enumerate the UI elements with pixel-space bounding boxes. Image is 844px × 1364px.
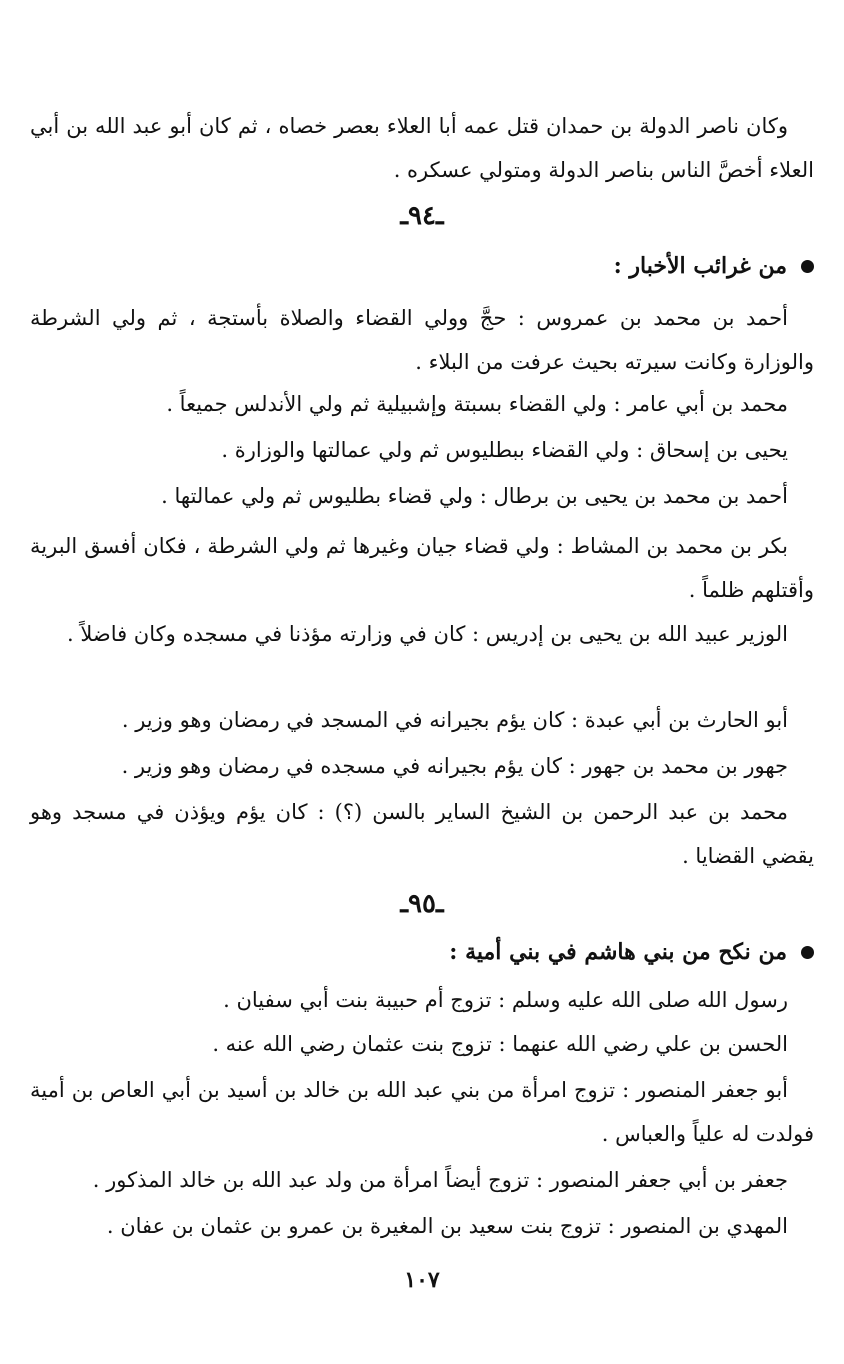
entry-95-1: رسول الله صلى الله عليه وسلم : تزوج أم حبيبة بنت أبي سفيان .: [223, 988, 788, 1012]
entry-95-2: الحسن بن علي رضي الله عنهما : تزوج بنت عثمان رضي الله عنه .: [212, 1032, 788, 1056]
entry-94-9: محمد بن عبد الرحمن بن الشيخ الساير بالسن (؟) : كان يؤم ويؤذن في مسجد وهو يقضي القضايا .: [30, 800, 814, 868]
section-heading-95: [30, 932, 814, 972]
entry-95-3: أبو جعفر المنصور : تزوج امرأة من بني عبد الله بن خالد بن أسيد بن أبي العاص بن أمية فولدت له علياً والعباس .: [30, 1078, 814, 1146]
bullet-icon: [801, 260, 814, 273]
entry-94-8: جهور بن محمد بن جهور : كان يؤم بجيرانه في مسجده في رمضان وهو وزير .: [121, 754, 788, 778]
entry-94-4: أحمد بن محمد بن يحيى بن برطال : ولي قضاء بطليوس ثم ولي عمالتها .: [161, 484, 788, 508]
entry-95-4: جعفر بن أبي جعفر المنصور : تزوج أيضاً امرأة من ولد عبد الله بن خالد المذكور .: [92, 1168, 788, 1192]
bullet-icon: [801, 946, 814, 959]
section-number-95: ـ٩٥ـ: [400, 889, 444, 919]
entry-94-6: الوزير عبيد الله بن يحيى بن إدريس : كان في وزارته مؤذنا في مسجده وكان فاضلاً .: [66, 622, 788, 646]
entry-95-5: المهدي بن المنصور : تزوج بنت سعيد بن المغيرة بن عمرو بن عثمان بن عفان .: [106, 1214, 788, 1238]
intro-paragraph: وكان ناصر الدولة بن حمدان قتل عمه أبا العلاء بعصر خصاه ، ثم كان أبو عبد الله بن أبي العلاء أخصَّ الناس بناصر الدولة ومتولي عسكره .: [30, 114, 814, 182]
section-heading-94: [30, 246, 814, 286]
section-number-94: ـ٩٤ـ: [400, 201, 444, 231]
entry-94-1: أحمد بن محمد بن عمروس : حجَّ وولي القضاء والصلاة بأستجة ، ثم ولي الشرطة والوزارة وكانت سيرته بحيث عرفت من البلاء .: [30, 306, 814, 374]
page-number: ١٠٧: [404, 1267, 440, 1293]
section-heading-95-text: من نكح من بني هاشم في بني أمية :: [449, 939, 787, 965]
entry-94-7: أبو الحارث بن أبي عبدة : كان يؤم بجيرانه في المسجد في رمضان وهو وزير .: [121, 708, 788, 732]
section-heading-94-text: من غرائب الأخبار :: [613, 253, 787, 279]
entry-94-3: يحيى بن إسحاق : ولي القضاء ببطليوس ثم ولي عمالتها والوزارة .: [221, 438, 788, 462]
entry-94-2: محمد بن أبي عامر : ولي القضاء بسبتة وإشبيلية ثم ولي الأندلس جميعاً .: [166, 392, 788, 416]
entry-94-5: بكر بن محمد بن المشاط : ولي قضاء جيان وغيرها ثم ولي الشرطة ، فكان أفسق البرية وأقتلهم ظلماً .: [30, 534, 814, 602]
